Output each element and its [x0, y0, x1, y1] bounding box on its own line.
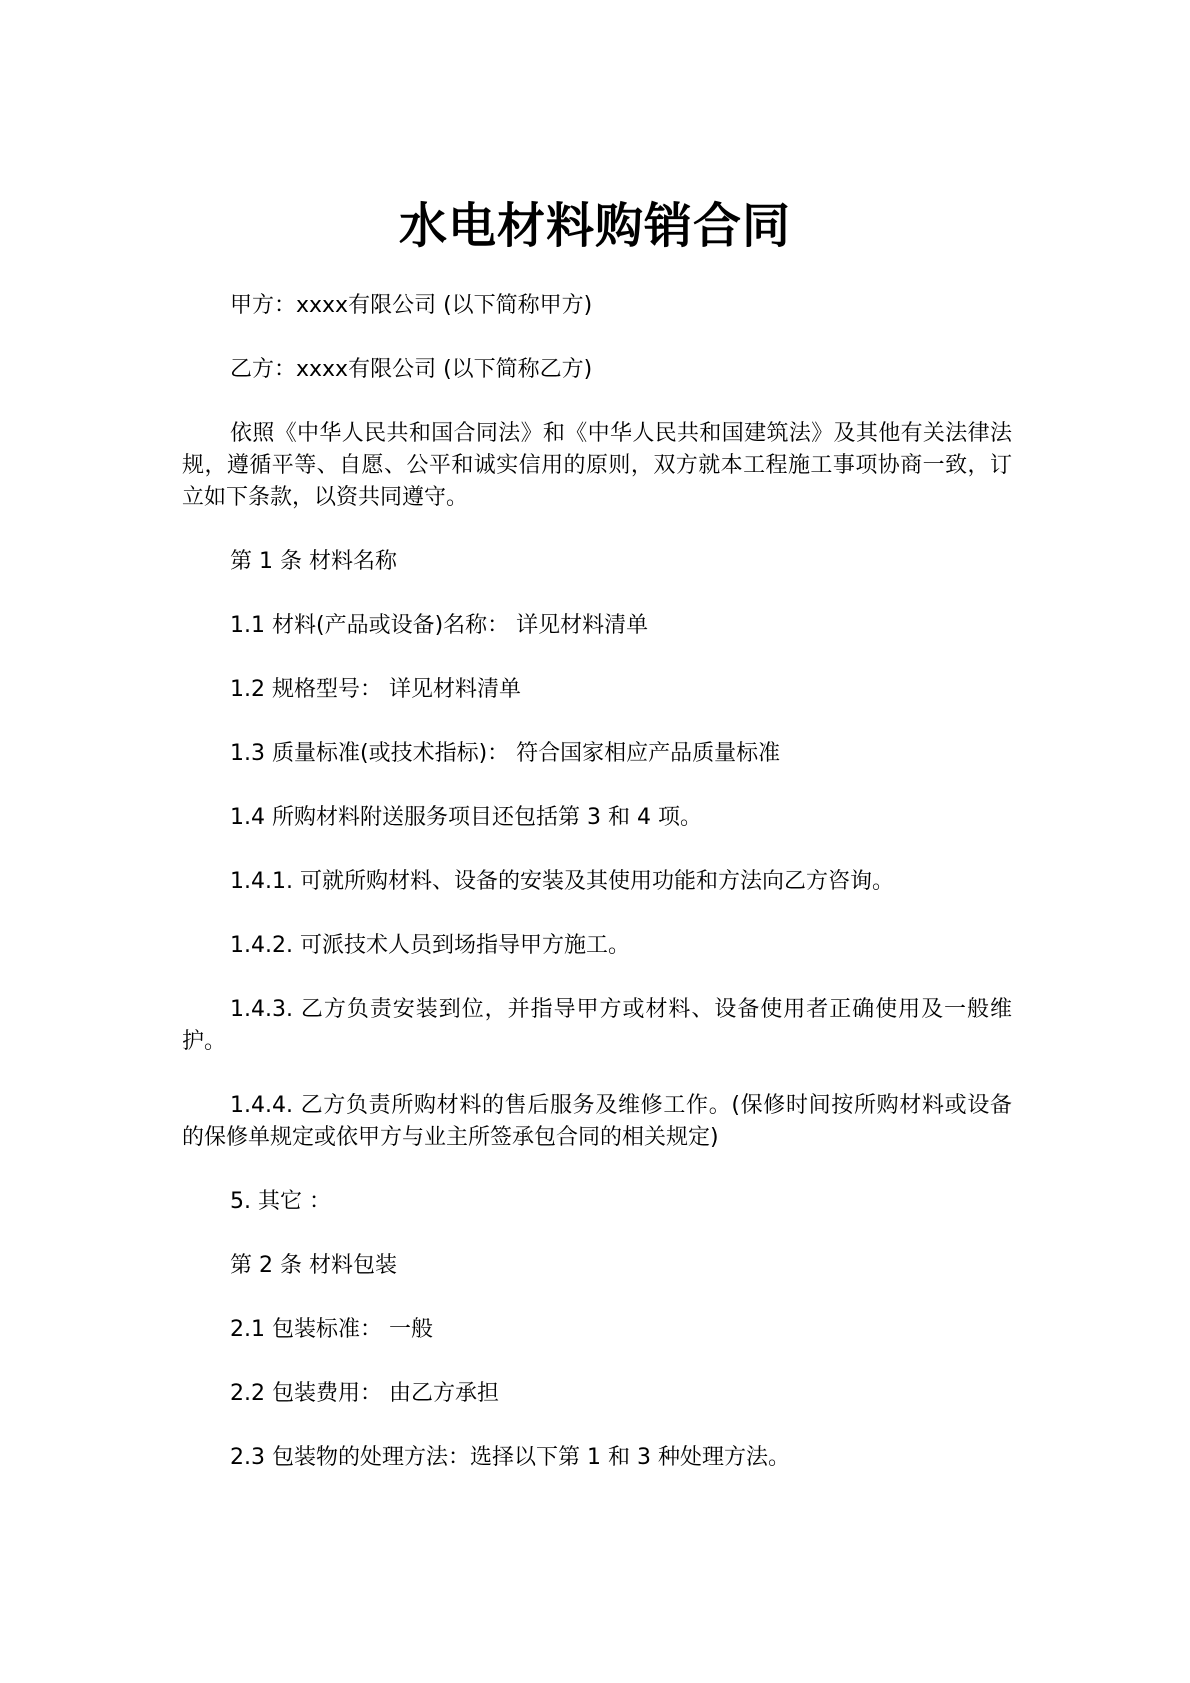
- clause-2-1: 2.1 包装标准： 一般: [230, 1317, 433, 1342]
- article-1-heading: 第 1 条 材料名称: [230, 549, 397, 574]
- clause-2-2: 2.2 包装费用： 由乙方承担: [230, 1381, 499, 1406]
- clause-1-4: 1.4 所购材料附送服务项目还包括第 3 和 4 项。: [230, 805, 702, 830]
- document-body: [182, 290, 1012, 1506]
- document-title: 水电材料购销合同: [398, 198, 791, 254]
- clause-1-4-2: 1.4.2. 可派技术人员到场指导甲方施工。: [230, 933, 630, 958]
- clause-1-3: 1.3 质量标准(或技术指标)： 符合国家相应产品质量标准: [230, 741, 781, 766]
- clause-1-2: 1.2 规格型号： 详见材料清单: [230, 677, 521, 702]
- clause-1-4-1: 1.4.1. 可就所购材料、设备的安装及其使用功能和方法向乙方咨询。: [230, 869, 894, 894]
- clause-1-4-4: 1.4.4. 乙方负责所购材料的售后服务及维修工作。(保修时间按所购材料或设备的保修单规定或依甲方与业主所签承包合同的相关规定): [182, 1093, 1012, 1150]
- article-2-heading: 第 2 条 材料包装: [230, 1253, 397, 1278]
- preamble-paragraph: 依照《中华人民共和国合同法》和《中华人民共和国建筑法》及其他有关法律法规，遵循平等、自愿、公平和诚实信用的原则，双方就本工程施工事项协商一致，订立如下条款，以资共同遵守。: [182, 421, 1012, 510]
- clause-1-1: 1.1 材料(产品或设备)名称： 详见材料清单: [230, 613, 649, 638]
- party-a-line: 甲方：xxxx有限公司 (以下简称甲方): [230, 293, 593, 318]
- clause-2-3: 2.3 包装物的处理方法：选择以下第 1 和 3 种处理方法。: [230, 1445, 790, 1470]
- party-b-line: 乙方：xxxx有限公司 (以下简称乙方): [230, 357, 593, 382]
- clause-1-4-3: 1.4.3. 乙方负责安装到位，并指导甲方或材料、设备使用者正确使用及一般维护。: [182, 997, 1012, 1054]
- clause-5-other: 5. 其它 ：: [230, 1189, 331, 1214]
